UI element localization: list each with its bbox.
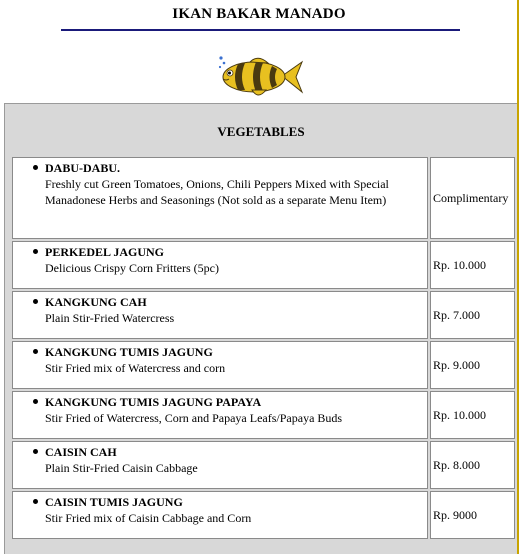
section-heading: VEGETABLES [217, 124, 305, 139]
menu-row [12, 391, 515, 439]
item-name: KANGKUNG TUMIS JAGUNG PAPAYA [45, 395, 262, 409]
item-name: DABU-DABU. [45, 161, 120, 175]
item-name: CAISIN CAH [45, 445, 117, 459]
title-underline [61, 29, 460, 31]
bullet-icon [33, 499, 38, 504]
fish-icon [212, 52, 304, 102]
menu-row [12, 441, 515, 489]
item-description-cell [12, 491, 428, 539]
item-price: Rp. 9000 [430, 491, 515, 539]
bullet-icon [33, 349, 38, 354]
item-description: Stir Fried of Watercress, Corn and Papaya Leafs/Papaya Buds [45, 411, 343, 425]
item-description-cell [12, 291, 428, 339]
bullet-icon [33, 249, 38, 254]
item-description-cell [12, 341, 428, 389]
bullet-icon [33, 449, 38, 454]
item-price: Rp. 8.000 [430, 441, 515, 489]
item-price: Rp. 7.000 [430, 291, 515, 339]
bullet-icon [33, 165, 38, 170]
item-price: Complimentary [430, 157, 515, 239]
item-description: Stir Fried mix of Caisin Cabbage and Corn [45, 511, 252, 525]
bullet-icon [33, 299, 38, 304]
page-title: IKAN BAKAR MANADO [172, 6, 346, 22]
item-description: Freshly cut Green Tomatoes, Onions, Chili Peppers Mixed with Special Manadonese Herbs and Seasonings (Not sold as a separate Menu Item) [45, 177, 389, 207]
item-description: Plain Stir-Fried Watercress [45, 311, 175, 325]
item-description: Plain Stir-Fried Caisin Cabbage [45, 461, 198, 475]
item-name: CAISIN TUMIS JAGUNG [45, 495, 183, 509]
page-header [0, 0, 518, 100]
item-name: PERKEDEL JAGUNG [45, 245, 165, 259]
item-description-cell [12, 241, 428, 289]
menu-row [12, 291, 515, 339]
item-description: Delicious Crispy Corn Fritters (5pc) [45, 261, 219, 275]
menu-row [12, 491, 515, 539]
item-description-cell [12, 441, 428, 489]
item-description-cell [12, 391, 428, 439]
bullet-icon [33, 399, 38, 404]
item-name: KANGKUNG TUMIS JAGUNG [45, 345, 213, 359]
menu-row [12, 157, 515, 239]
item-description: Stir Fried mix of Watercress and corn [45, 361, 226, 375]
menu-row [12, 341, 515, 389]
menu-panel [4, 103, 517, 554]
menu-row [12, 241, 515, 289]
item-price: Rp. 9.000 [430, 341, 515, 389]
item-name: KANGKUNG CAH [45, 295, 147, 309]
item-description-cell [12, 157, 428, 239]
item-price: Rp. 10.000 [430, 391, 515, 439]
item-price: Rp. 10.000 [430, 241, 515, 289]
